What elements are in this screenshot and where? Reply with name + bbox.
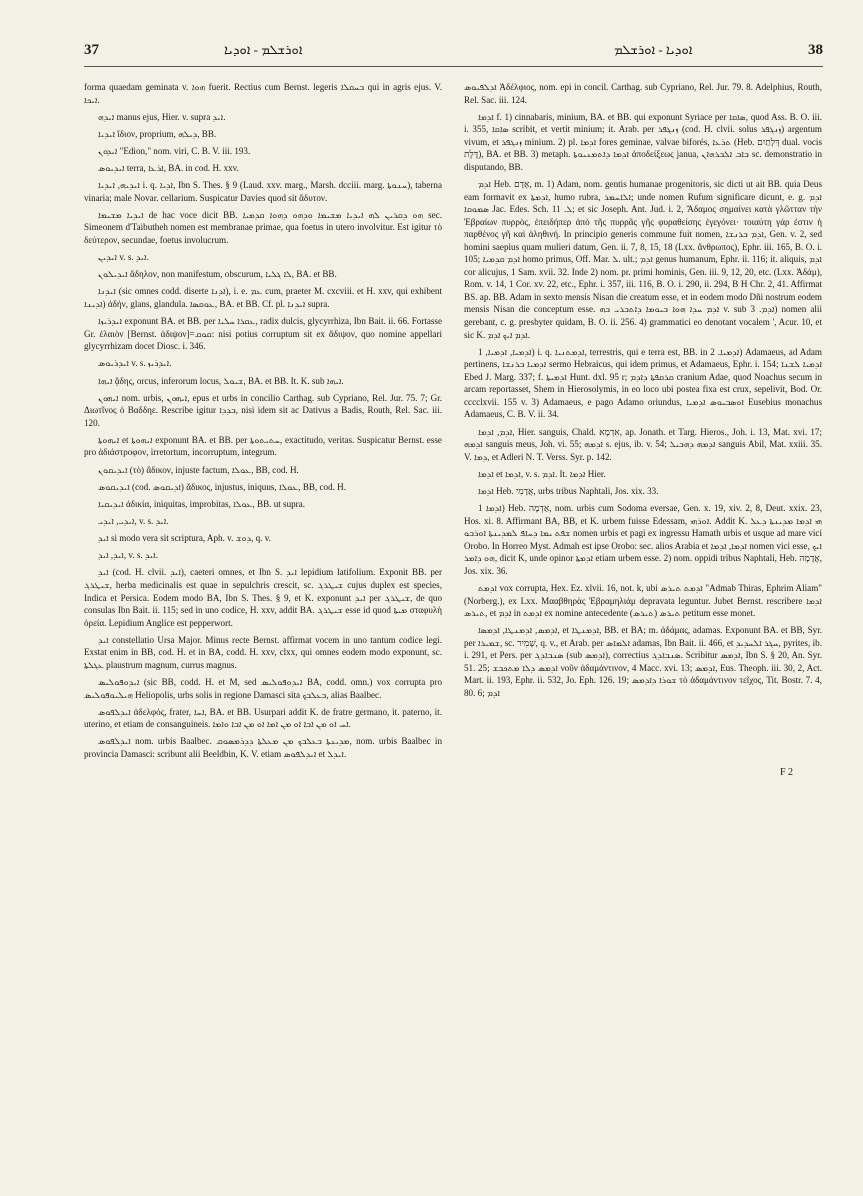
dictionary-entry: ܐܕܡܐ 1) Heb. אַדְמָה, nom. urbis cum Sodoma eversae, Gen. x. 19, xiv. 2, 8, Deut. xxix. 23, Hos. xi. 8. Affirmant BA, BB, et K. urbem fuisse Edessam, ܐܘܪܗܝ. Addit K. ܗܝ ܐܕܡܐ ܡܕܝܢܬܐ ܕܥܠ ܫܦܬ ܝܡܐ ܕܚܐܦ ܠܡܕܝܢܬܐ ܐܘܪܒܘ nomen urbis et pagi ex ingressu Hamath urbis et usque ad mare vici Orobo. In Horreo Myst. Admah est ipse Orobo: sec. alios Arabia et ܐܕܡܐ, ܐܕܡܐ nomen vici esse, ܐܝܟ ܗܘ ܕܐܡܪ, dicit K, unde opinor ܐܕܡܬܐ etiam urbem esse. 2) nom. oppidi tribus Naphtali, Heb. אֲדָמָה, Jos. xix. 36.	[464, 503, 823, 576]
dictionary-entry: ܐܝܕܗ manus ejus, Hier. v. supra ܐܝܕ.	[98, 111, 226, 122]
dictionary-entry: ܐܝܕ constellatio Ursa Major. Minus recte Bernst. affirmat vocem in uno tantum codice legi. Exstat enim in BB, cod. H. et in BA, codd. H. xxv, clxx, qui omnes eodem modo exponunt, sc. ܥܓܠܬܐ plaustrum magnum, currus magnus.	[84, 634, 442, 670]
dictionary-entry: ܐܕܡܝܐ, ܐܕܡܝܐ, 1) i. q. ܐܕܡܬܢܝܐ, terrestris, qui e terra est, BB. in ܐܕܡܝܐ. 2) Adamaeus, ad Adam pertinens, ܐܕܡܝܐ ܒܪܢܫܐ sermo Hebraicus, qui idem primus, et Adamaeus, Ephr. i. 154; ܐܕܡܝܐ ܠܫܢܐ Ebed J. Marg. 337; f. ܐܕܡܝܬܐ Hunt. dxl. 95 r; ܩܪܩܦܬܐ ܕܐܕܡ cranium Adae, quod Noachus secum in arcam reportasset, Shem in Hierosolymis, in eo loco ubi postea fixa est crux, sepelivit, Bod. Or. cccclxvii. 155 v. 3) Adamaeus, e pago Adamo oriundus, ܐܘܣܒܝܘܣ ܐܕܡܝܐ Eusebius monachus Adamaeus, C. B. V. ii. 34.	[464, 346, 823, 420]
dictionary-entry: ܐܝܕܪܝܘܣ v. s. ܐܝܕܪܝܙ.	[98, 358, 172, 369]
left-running-head: ܐܘܪܫܠܡ - ܐܘܕܝܐ	[224, 42, 303, 57]
dictionary-entry: ܐܝܕܠܦܘܣ ἀδελφός, frater, ܐܚܐ, BA. et BB. Usurpari addit K. de fratre germano, it. paterno, it. uterino, et etiam de consanguineis. ܐܚ ܐܘ ܡܢ ܐܒܐ ܐܘ ܡܢ ܐܡܐ ܐܘ ܡܢ ܐܒܐ ܘܐܡܐ.	[84, 706, 442, 730]
dictionary-entry: ܐܝܕܝܩܝܐ ἀδικία, iniquitas, improbitas, ܥܘܠܐ, BB. ut supra.	[98, 498, 306, 509]
dictionary-entry: ܐܝܕܝܗ, ܐܝܕܝܐ i. q. ܐܕܝܐ, Ibn S. Thes. § 9 (Laud. xxv. marg., Marsh. dcciii. marg. ܚܢܘܬܐ), taberna vinaria; male Novar. cellarium. Suspicatur Davies quod sit ἄδυτον.	[84, 180, 443, 203]
dictionary-entry: forma quaedam geminata v. ܗܘܐ fuerit. Rectius cum Bernst. legeris ܒܚܩܠܐ qui in agris ejus. V. ܐܝܟܐ.	[84, 82, 442, 105]
dictionary-entry: ܐܝܗܘܢ nom. urbis, ܐܝܗܘܢ, epus et urbs in concilio Carthag. sub Cypriano, Rel. Jur. 75. 7; Gr. Διωτῖνος ὁ Βαδδηε. Rescribe igitur ܒܕܕܐ, nisi idem sit ac Dativus a Badis, Routh, Rel. Sac. iii. 120.	[84, 392, 442, 428]
dictionary-entry: ܐܝܕܪܝܙܐ exponunt BA. et BB. per ܥܩܪܐ ܚܠܝܐ, radix dulcis, glycyrrhiza, Ibn Bait. ii. 66. Fortasse Gr. ἐλαιὸν [Bernst. ἀδιψον]=ܩܘܩ: nisi potius corruptum sit ex ἄδιψον, quo nomine appellari glycyrrhizam docet Diosc. i. 346.	[84, 316, 443, 352]
dictionary-entry: ܐܝܕܘܢ "Edion," nom. viri, C. B. V. iii. 193.	[98, 145, 251, 156]
dictionary-entry: ܐܝܕܝܐ ܡܫܝܡܐ de hac voce dicit BB. ܗܘ ܕܩܪܝܢ ܠܗ ܐܝܕܝܐ ܡܫܝܡܐ ܘܕܗܘ ܕܗܘܐ ܩܕܡܝܐ sec. Simeonem d'Taibutheh nomen est membranae primae, qua foetus in utero involvitur. Est igitur τὸ δεύτερον, secundae, foetus involucrum.	[84, 209, 442, 246]
left-column	[84, 81, 442, 765]
dictionary-entry: ܐܝܕܝܘܣ terra, ܐܪܥܐ, BA. in cod. H. xxv.	[98, 163, 239, 174]
dictionary-entry: ܐܝܕܠܦܘܣ nom. urbis Baalbec. ܡܕܝܢܬܐ ܒܥܠܒܟ ܡܢ ܡܥܠܬܐ ܕܕܪܡܣܘܩ, nom. urbis Baalbec in provincia Damasci: scribunt alii Beeldbin, K. V. etiam ܐܝܕܠܦܘܣ et ܐܝܕܠ.	[84, 736, 442, 759]
dictionary-entry: ܐܕܡܣ, ܐܕܡܢܛܐ, ܐܕܡܣܐ, et ܐܕܡܢܛܐ, BB. et BA; m. ἀδάμας, adamas. Exponunt BA. et BB, Syr. per ܫܡܝܪܐ, sc. שָׁמִיר, q. v., et Arab. per ܐܠܡܐܣ adamas, Ibn Bait. ii. 466, et ܚܓܪ ܐܠܚܕܝܕ, pyrites, ib. i. 291, et Pers. per ܣܢܒܐܕܓ (sub ܐܕܡܣ), correctius ܣܢܒܐܕܓ. Scribitur ܐܕܡܣ, Ibn S. § 20, An. Syr. 51. 25; ܐܕܡܣ ܕܠܐ ܡܬܟܒܫ νοῦν ἀδαμάντινον, 4 Macc. xvi. 13; ܐܕܡܣ, Eus. Theoph. iii. 30, 2, Act. Mart. ii. 193, Ephr. ii. 532, Jo. Eph. 126. 19; ܫܘܪܐ ܕܐܕܡܣ τὸ ἀδαμάντινον τεῖχος, Tit. Bostr. 7. 4, 80. 6; ܐܕܡ	[464, 625, 822, 698]
dictionary-entry: ܐܝܕܝ, ܐܝܕܝ, v. s. ܐܝܕ.	[98, 516, 169, 526]
dictionary-entry: ܐܕܡܐ et ܐܕܡܐ, v. s. ܐܕܡ. It. ܐܕܡܐ Hier.	[478, 468, 606, 479]
dictionary-entry: ܐܕܠܦܝܘܣ Ἀδέλφιος, nom. epi in concil. Carthag. sub Cypriano, Rel. Jur. 79. 8. Adelphius, Routh, Rel. Sac. iii. 124.	[464, 82, 822, 105]
dictionary-entry: ܐܝܗܐ ᾅδης, orcus, inferorum locus, ܫܝܘܠ, BA. et BB. It. K. sub ܐܝܗܐ.	[98, 375, 344, 386]
right-column	[464, 81, 822, 765]
dictionary-entry: ܐܝܕܝܠܘܢ ἄδηλον, non manifestum, obscurum, ܠܐ ܓܠܝܐ, BA. et BB.	[98, 269, 337, 280]
right-running-head: ܐܘܕܝܐ - ܐܘܪܫܠܡ	[614, 42, 693, 57]
printer-signature: F 2	[779, 767, 793, 779]
dictionary-entry: ܐܝܕܝܐ ἴδιον, proprium, ܕܝܠܗ, BB.	[98, 128, 217, 139]
dictionary-entry: ܐܝܕ (cod. H. clvii. ܐܝܕ), caeteri omnes, et Ibn S. ܐܝܕ lepidium latifolium. Exponit BB. per ܫܝܛܪܓ, herba medicinalis est quae in sepulchris crescit, sc. ܫܝܛܪܓ cujus duplex est species, Indica et Persica. Eodem modo BA, Ibn S. Thes. § 9, et K. exponunt ܐܝܕ per ܫܝܛܪܓ, de quo consulas Ibn Bait. ii. 115; sed in uno codice, H. xxv, addit BA. ܫܝܛܪܓ esse id quod ܡܝܬܐ σταφυλὴ ὀρεία. Lepidium Anglice est pepperwort.	[84, 567, 442, 628]
dictionary-entry: ܐܝܕ si modo vera sit scriptura, Aph. v. ܕܘܫ, q. v.	[98, 533, 271, 544]
dictionary-entry: ܐܝܕܝܩܘܢ (τὸ) ἄδικον, injuste factum, ܥܘܠܐ, BB, cod. H.	[98, 464, 299, 475]
dictionary-entry: ܐܝܕܝܩܘܣ (cod. ܐܕܝܩܘܣ) ἄδικος, injustus, iniquus, ܥܘܠܐ, BB, cod. H.	[98, 481, 347, 492]
dictionary-entry: ܐܝܕܝܢ v. s. ܐܝܕ.	[98, 252, 149, 263]
dictionary-entry: ܐܝܕ, ܐܝܕ, v. s. ܐܝܕ.	[98, 550, 158, 561]
page-header	[84, 40, 823, 67]
dictionary-entry: ܐܝܗܘܬܐ et ܐܝܗܘܬܐ exponunt BA. et BB. per ܚܬܝܬܘܬܐ, exactitudo, veritas. Suspicatur Bernst. esse pro ἀδιάστροφον, irretortum, incorruptum, integrum.	[84, 434, 442, 458]
left-page-number: 37	[84, 42, 99, 58]
dictionary-entry: ܐܕܡܐ f. 1) cinnabaris, minium, BA. et BB. qui exponunt Syriace per ܣܐܩܐ, quod Ass. B. O. iii. i. 355, ܣܐܩܐ scribit, et vertit minium; it. Arab. per ܙܢܓܦܪ (cod. H. clvii. solus ܙܢܓܦܪ) argentum vivum, et ܙܢܓܦܪ minium. 2) pl. ܐܕܡܐ fores geminae, valvae biforés, ܬܪܥܐ (Heb. דְּלָתַיִם dual. vocis דֶּלֶת), BA. et BB. 3) metaph. ܐܕܡܐ ܕܐܬܡܢܝܘܬܐ ἀποδείξεως janua, ܒܐܒ ܐܠܒܪܗܐܢ sc. demonstratio in disputando, BB.	[464, 111, 822, 172]
dictionary-entry: ܐܕܡܬ vox corrupta, Hex. Ez. xlvii. 16, not. k, ubi ܐܕܡܬ ܬܝܪܣ "Admab Thiras, Ephrim Aliam" (Norberg.), ex Lxx. Μααβθηρὰς Ἐβραμηλιάμ depravata leguntur. Jubet Bernst. rescribere ܐܕܡܐ ܬܝܪܣ, et ܐܕܡ in ܐܕܡܬ ex nomine antecedente ܬܝܪܣ (ܬܝܪܣ) petitum esse monet.	[464, 582, 822, 619]
dictionary-entry: ܐܝܕܘܦܘܠܝܣ (sic BB, codd. H. et M, sed ܐܝܕܘܦܘܠܝܣ BA, codd. omn.) vox corrupta pro ܗܝܠܝܘܦܘܠܝܣ Heliopolis, urbs solis in regione Damasci sita ܒܥܠܒܟ, alias Baalbec.	[84, 676, 443, 700]
dictionary-entry: ܐܕܡ Heb. אָדָם, m. 1) Adam, nom. gentis humanae progenitoris, sic dicti ut ait BB. quia Deus eam formavit ex ܐܕܡܬܐ, humo rubra, ܐܠܐܚܡܪ; unde nomen Rufum significare dicunt, e. g. ܐܕܡ ܣܡܘܩܐ Jac. Edes. Sch. ܠ. 11; et sic Joseph. Ant. Jud. i. 2, Ἄδαμος σημαίνει κατὰ γλῶτταν τὴν Ἑβραίων πυρρὸς, ἐπειδήπερ ἀπὸ τῆς πυρρᾶς γῆς φυραθείσης ἐγεγόνει· τοιαύτη γάρ ἐστιν ἡ παρθένος γῆ καὶ ἀληθινή. In principio generis commune fuit nomen, ܐܕܡ ܒܪܢܫܐ, Gen. v. 2, sed homini saepius quam mulieri datum, Gen. ii. 7, 8, 15, 18 (Lxx. ἄνθρωπος), Ephr. iii. 165, B. O. i. 105; ܐܕܡ ܩܕܡܝܐ homo primus, Off. Mar. ܠ. ult.; ܐܕܡ genus humanum, Ephr. ii. 116; it. aliquis, ܐܕܡ cor alicujus, 1 Sam. xvii. 32. Inde 2) nom. pr. primi hominis, Gen. iii. 9, 12, 20, etc. (Lxx. Ἀδάμ), Rom. v. 14, 1 Cor. xv. 22, etc., Ephr. i. 357, iii. 116, B. O. i. 290, ii. 294, B H Chr. 2, 41. Affirmat BS. ap. BB. Adam in sexto mensis Nisan die creatum esse, et in eodem modo Dñi nostrum eodem mensis Nisan die conceptum esse. ܐܕܡ ܚܕܐ ܗܘܐ ܒܝܘܡܐ ܕܐܬܒܪܝ ܒܗ v. sub ܐܕܡ. 3) nomen alii gerebant, c. g. presbyter quidam, B. O. ii. 256. 4) grammatici eo denotant vocalem ', Acur. 10, et sic K. ܐܕܡ ܐܝܟ ܐܕܡ.	[464, 179, 822, 340]
dictionary-entry: ܐܕܡ, ܐܕܡܐ, Hier. sanguis, Chald. אִדְמָא, ap. Jonath. et Targ. Hieros., Joh. i. 13, Mat. xvi. 17; ܐܕܡܗ sanguis meus, Joh. vi. 55; ܐܕܡܗ s. ejus, ib. v. 54; ܐܕܡܗ ܕܗܒܝܠ sanguis Abil, Mat. xxiii. 35. V. ܕܡܐ, et Adleri N. T. Verss. Syr. p. 142.	[464, 426, 822, 462]
dictionary-entry: ܐܕܡܐ Heb. אֲדָמִי, urbs tribus Naphtali, Jos. xix. 33.	[478, 485, 659, 496]
right-page-number: 38	[808, 42, 823, 58]
dictionary-entry: ܐܝܕܢܐ (sic omnes codd. diserte ܐܕܢܐ), i. e. ܥܡ cum, praeter M. cxcviii. et H. xxv, qui exhibent ܐܕܝܢܐ) ἀδήν, glans, glandula. ܥܘܩܣܐ, BA. et BB. Cf. pl. ܐܝܕܢܐ supra.	[84, 286, 442, 309]
columns	[84, 81, 823, 765]
